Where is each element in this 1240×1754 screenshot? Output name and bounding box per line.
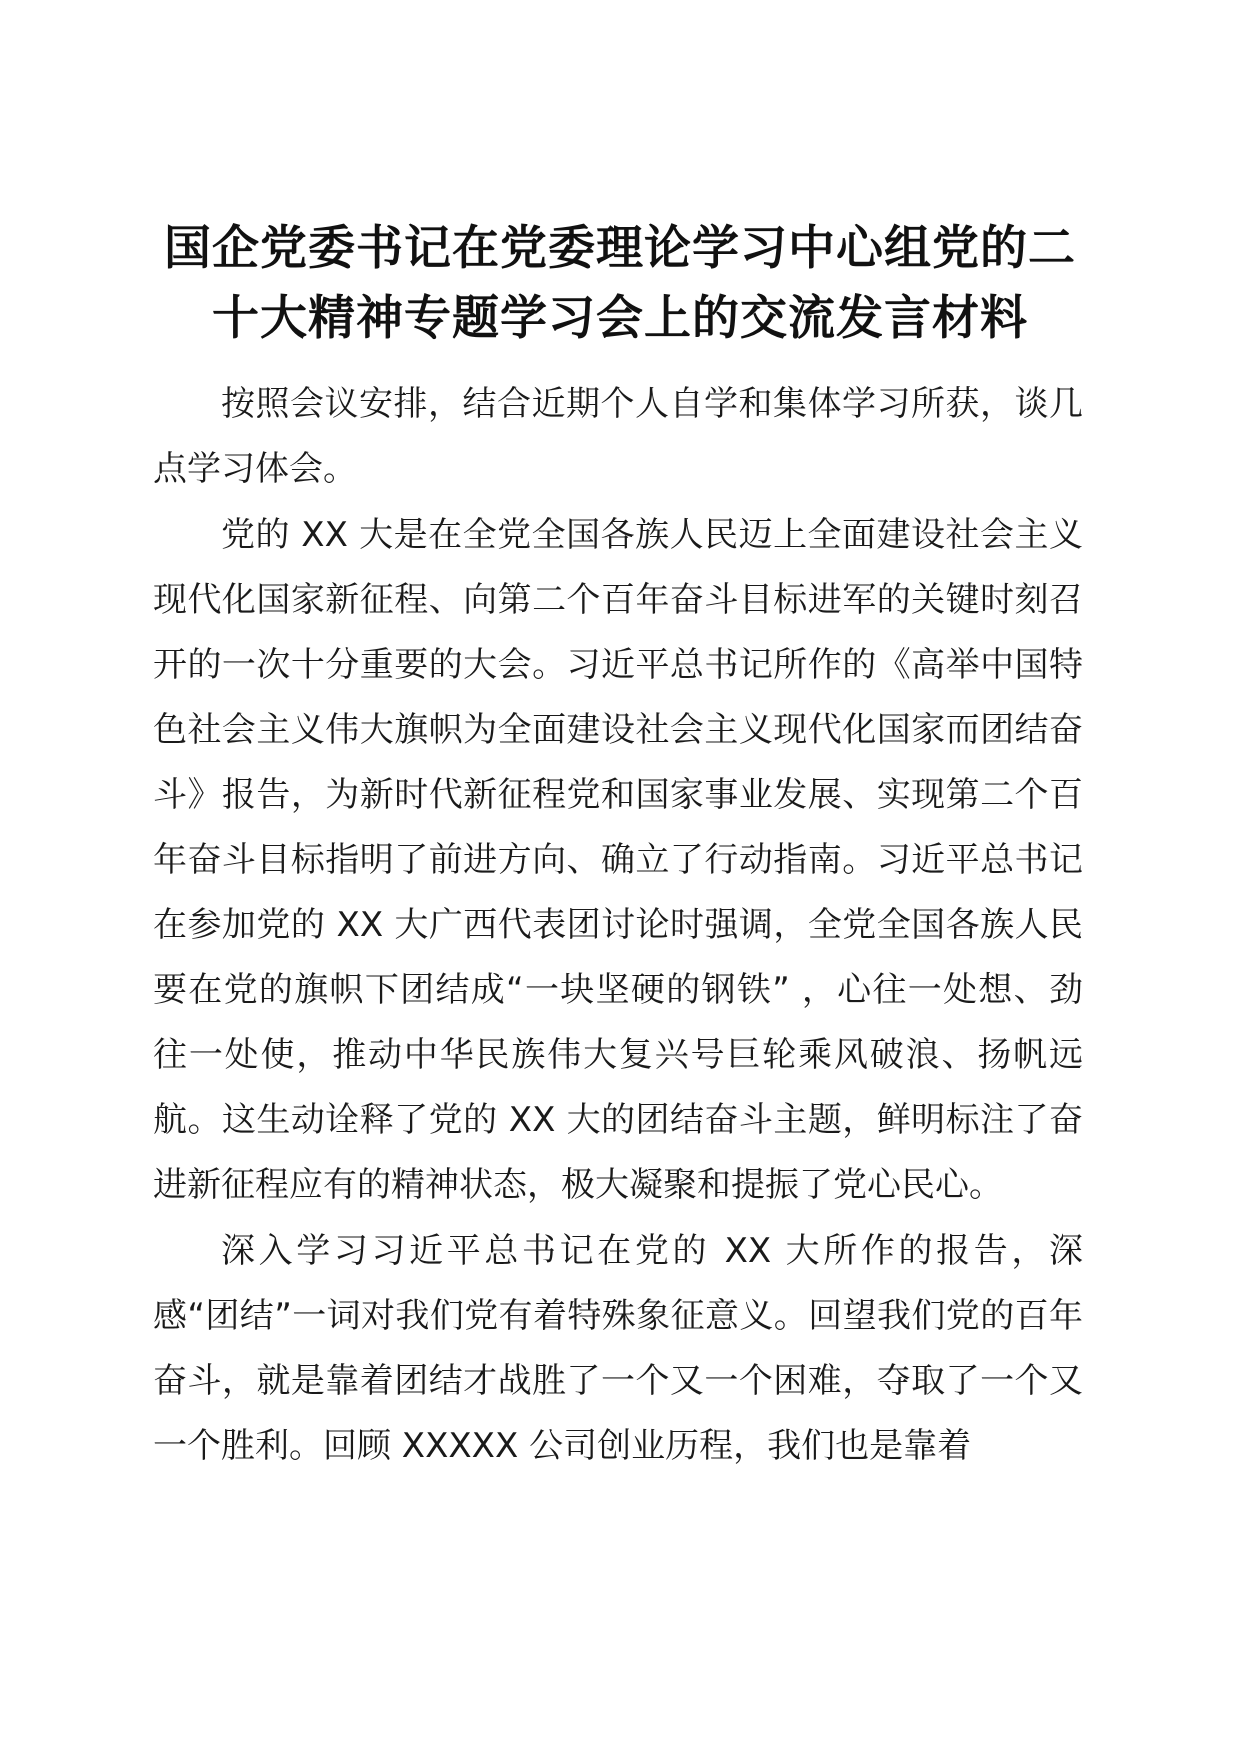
document-body xyxy=(153,372,1083,1480)
paragraph-unity: 深入学习习近平总书记在党的 XX 大所作的报告，深感“团结”一词对我们党有着特殊象征意义。回望我们党的百年奋斗，就是靠着团结才战胜了一个又一个困难，夺取了一个又一个胜利。回顾 XXXXX 公司创业历程，我们也是靠着 xyxy=(153,1231,1083,1466)
paragraph-congress: 党的 XX 大是在全党全国各族人民迈上全面建设社会主义现代化国家新征程、向第二个百年奋斗目标进军的关键时刻召开的一次十分重要的大会。习近平总书记所作的《高举中国特色社会主义伟大旗帜为全面建设社会主义现代化国家而团结奋斗》报告，为新时代新征程党和国家事业发展、实现第二个百年奋斗目标指明了前进方向、确立了行动指南。习近平总书记在参加党的 XX 大广西代表团讨论时强调，全党全国各族人民要在党的旗帜下团结成“一块坚硬的钢铁” ，心往一处想、劲往一处使，推动中华民族伟大复兴号巨轮乘风破浪、扬帆远航。这生动诠释了党的 XX 大的团结奋斗主题，鲜明标注了奋进新征程应有的精神状态，极大凝聚和提振了党心民心。 xyxy=(153,515,1083,1205)
paragraph-intro: 按照会议安排，结合近期个人自学和集体学习所获，谈几点学习体会。 xyxy=(153,384,1083,489)
title-line-2: 十大精神专题学习会上的交流发言材料 xyxy=(212,291,1028,346)
document-title xyxy=(150,214,1090,354)
title-line-1: 国企党委书记在党委理论学习中心组党的二 xyxy=(164,221,1076,276)
